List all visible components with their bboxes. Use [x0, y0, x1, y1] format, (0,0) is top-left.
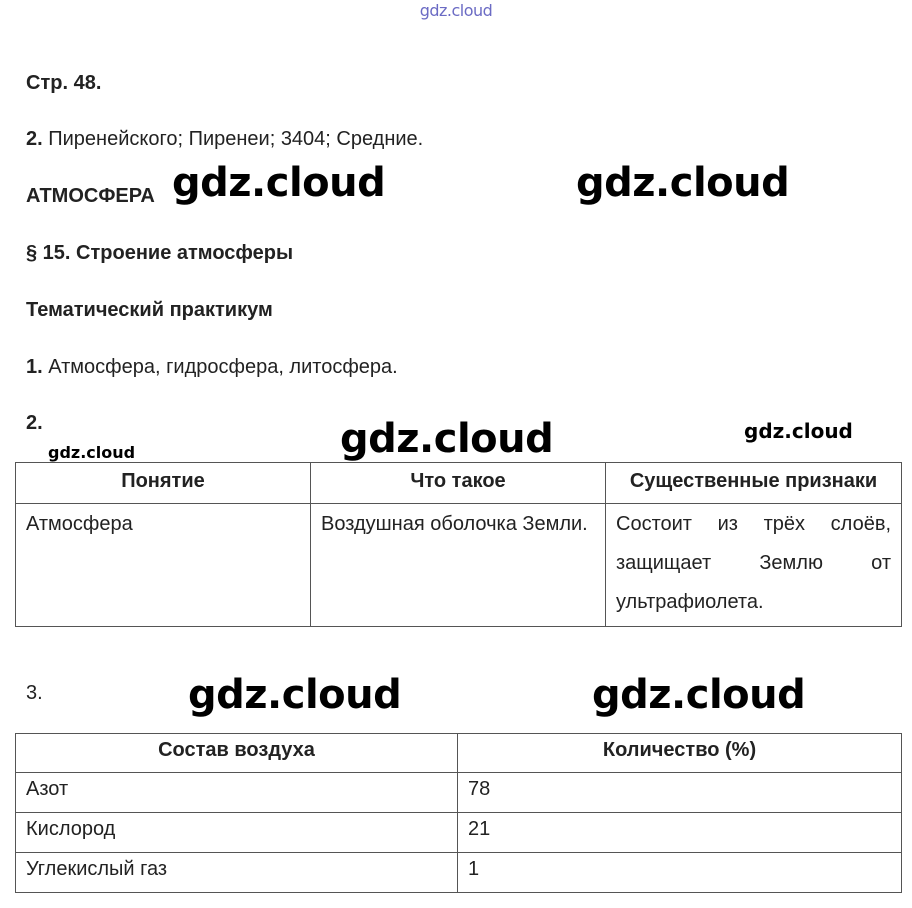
- table-row: [16, 504, 902, 627]
- definition-cell: Воздушная оболочка Земли.: [311, 504, 606, 627]
- concept-table: [15, 462, 902, 627]
- concept-table-header: Существенные признаки: [606, 463, 902, 504]
- watermark: gdz.cloud: [340, 416, 554, 462]
- gas-amount-cell: 78: [458, 773, 902, 813]
- table-row: [16, 853, 902, 893]
- air-composition-table: [15, 733, 902, 893]
- answer-item-2-text: Пиренейского; Пиренеи; 3404; Средние.: [42, 128, 424, 150]
- section-title: АТМОСФЕРА: [26, 185, 155, 207]
- practicum-title: Тематический практикум: [26, 299, 273, 321]
- gas-name-cell: Углекислый газ: [16, 853, 458, 893]
- question-1-text: Атмосфера, гидросфера, литосфера.: [42, 356, 398, 378]
- watermark: gdz.cloud: [744, 419, 853, 443]
- concept-table-header: Понятие: [16, 463, 311, 504]
- gas-amount-cell: 21: [458, 813, 902, 853]
- air-table-header: Количество (%): [458, 734, 902, 773]
- watermark: gdz.cloud: [188, 672, 402, 718]
- gas-name-cell: Азот: [16, 773, 458, 813]
- watermark: gdz.cloud: [576, 160, 790, 206]
- watermark-top: gdz.cloud: [419, 1, 493, 20]
- answer-item-2: [26, 127, 423, 151]
- watermark: gdz.cloud: [48, 443, 136, 462]
- concept-table-header: Что такое: [311, 463, 606, 504]
- gas-name-cell: Кислород: [16, 813, 458, 853]
- concept-cell: Атмосфера: [16, 504, 311, 627]
- watermark: gdz.cloud: [172, 160, 386, 206]
- paragraph-title: § 15. Строение атмосферы: [26, 242, 294, 264]
- table-row: [16, 813, 902, 853]
- question-1: [26, 355, 398, 379]
- features-cell: Состоит из трёх слоёв, защищает Землю от ультрафиолета.: [606, 504, 902, 627]
- answer-item-2-number: 2.: [26, 128, 43, 150]
- watermark: gdz.cloud: [592, 672, 806, 718]
- concept-table-header-row: [16, 463, 902, 504]
- air-table-header: Состав воздуха: [16, 734, 458, 773]
- air-table-header-row: [16, 734, 902, 773]
- page-reference: Стр. 48.: [26, 72, 102, 94]
- question-3-number: 3.: [26, 682, 43, 704]
- question-2-number: 2.: [26, 412, 43, 434]
- table-row: [16, 773, 902, 813]
- gas-amount-cell: 1: [458, 853, 902, 893]
- question-1-number: 1.: [26, 356, 43, 378]
